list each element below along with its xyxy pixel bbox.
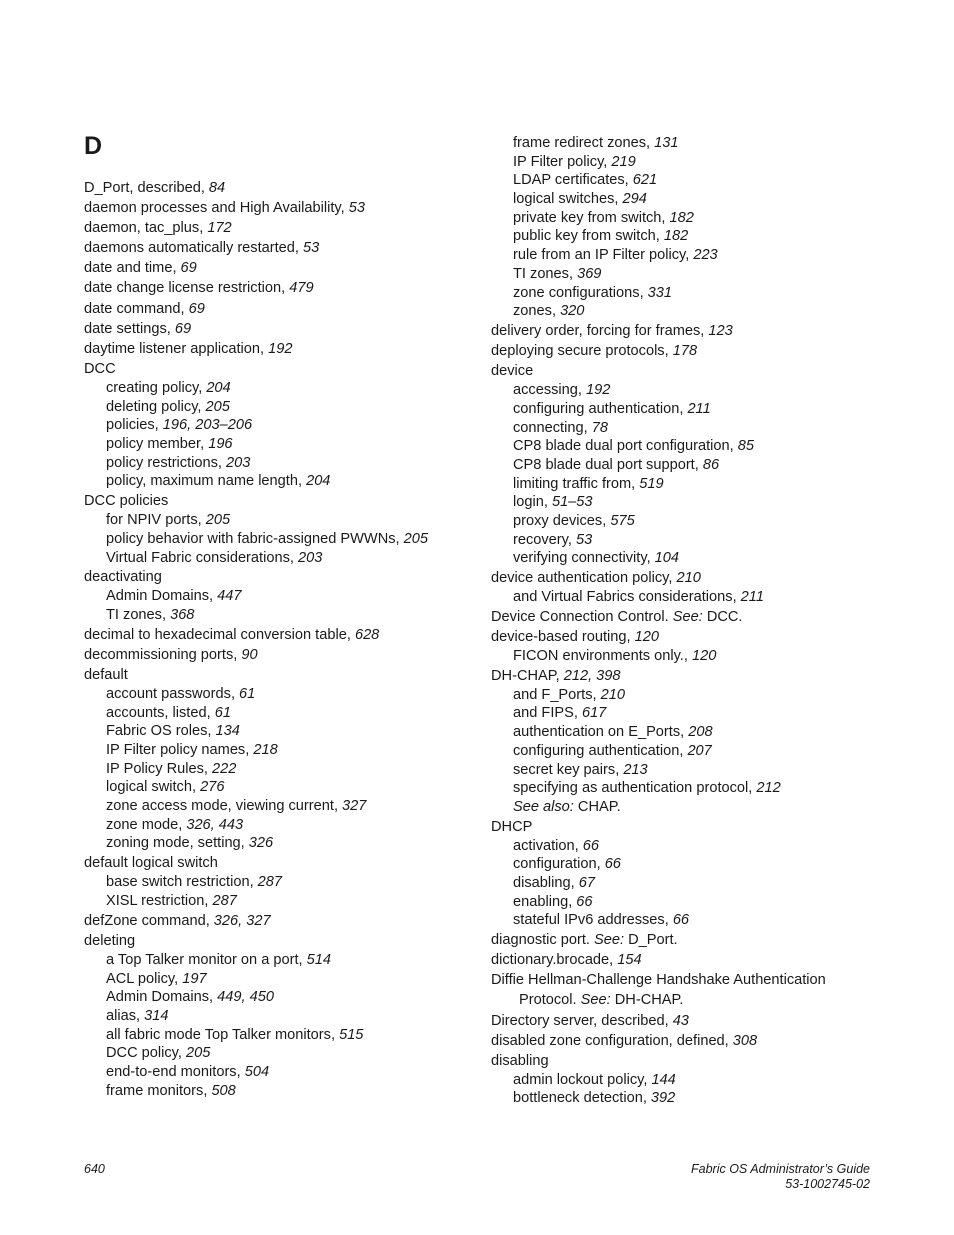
index-entry: D_Port, described, 84 [84,180,226,196]
entry-term: policies [106,417,155,434]
entry-term: Virtual Fabric considerations [106,549,290,566]
index-subentry: base switch restriction, 287 [106,874,283,891]
entry-term: dictionary.brocade [491,952,610,969]
page-reference[interactable]: 368 [170,607,195,623]
index-subentry: configuring authentication, 207 [513,742,712,759]
page-reference[interactable]: 575 [610,512,635,529]
index-entry [84,491,484,511]
entry-term: for NPIV ports [106,512,198,529]
page-reference[interactable]: 205 [205,398,230,415]
index-subentry: public key from switch, 182 [513,228,689,245]
page-reference[interactable]: 210 [676,570,701,587]
see-reference[interactable]: CHAP. [577,798,621,815]
index-subentry: login, 51–53 [513,494,593,511]
page-reference[interactable]: 51–53 [551,494,593,511]
entry-term: proxy devices [513,512,603,529]
entry-term: XISL restriction [106,892,205,909]
page-reference[interactable]: 120 [691,648,717,664]
entry-term: daytime listener application [84,340,261,357]
entry-term: TI zones [106,607,162,623]
entry-term: date settings [84,320,167,337]
entry-term: Device Connection Control. [491,608,669,625]
index-entry [84,853,484,873]
entry-term: creating policy [106,379,199,396]
page-reference[interactable]: 617 [581,705,607,722]
see-label: See: [594,932,625,949]
page-reference[interactable]: 326, 327 [213,912,271,929]
index-column-left [84,178,484,1100]
page-reference[interactable]: 192 [586,382,611,399]
index-subentry: disabling, 67 [513,875,595,892]
page-reference[interactable]: 204 [206,379,231,396]
entry-term: configuration [513,856,597,873]
index-subentry: Virtual Fabric considerations, 203 [106,549,323,566]
page-reference[interactable]: 67 [578,875,595,892]
page-reference[interactable]: 204 [306,473,331,490]
index-subentry: FICON environments only., 120 [513,648,717,664]
index-subentry: CP8 blade dual port configuration, 85 [513,438,754,455]
page-reference[interactable]: 326, 443 [186,816,244,833]
index-subentry: policy behavior with fabric-assigned PWWNs, 205 [106,530,429,547]
page-reference[interactable]: 196, 203–206 [162,417,253,434]
entry-term: daemon, tac_plus [84,220,200,237]
index-subentry: Admin Domains, 447 [106,588,242,605]
entry-term: device authentication policy [491,570,669,587]
index-subentry: zone access mode, viewing current, 327 [106,798,367,815]
page-reference[interactable]: 212, 398 [563,667,621,684]
index-subentry: policies, 196, 203–206 [106,417,253,434]
page-reference[interactable]: 515 [339,1026,364,1043]
index-subentry: creating policy, 204 [106,379,231,396]
entry-term: TI zones [513,265,569,282]
index-subentry: LDAP certificates, 621 [513,172,658,189]
entry-term: Fabric OS roles [106,723,208,740]
index-subentry: logical switches, 294 [513,191,647,208]
entry-term: LDAP certificates [513,172,625,189]
page-reference[interactable]: 53 [348,200,365,217]
page-reference[interactable]: 203 [297,549,323,566]
entry-term: verifying connectivity [513,550,647,567]
entry-term: device [491,363,534,380]
entry-term: all fabric mode Top Talker monitors [106,1026,331,1043]
index-subentry: zone mode, 326, 443 [106,816,244,833]
entry-term: Diffie Hellman-Challenge Handshake Authentication [491,972,826,989]
page-reference[interactable]: 207 [687,742,712,759]
page-reference[interactable]: 223 [693,247,718,264]
entry-term: zoning mode, setting [106,835,241,852]
page-reference[interactable]: 61 [214,704,231,721]
see-label: See: [580,992,611,1009]
page-reference[interactable]: 213 [623,761,648,778]
entry-term: connecting [513,419,584,436]
index-entry: decommissioning ports, 90 [84,646,258,663]
index-subentry: policy member, 196 [106,436,233,452]
page-reference[interactable]: 504 [244,1063,270,1080]
index-subentry: recovery, 53 [513,531,593,548]
page-reference[interactable]: 326 [248,835,274,852]
entry-term: DHCP [491,818,533,835]
page-reference[interactable]: 392 [650,1090,676,1107]
entry-term: delivery order, forcing for frames [491,322,701,339]
index-entry: decimal to hexadecimal conversion table, 628 [84,626,380,643]
index-subentry: a Top Talker monitor on a port, 514 [106,951,332,968]
index-entry: delivery order, forcing for frames, 123 [491,322,733,339]
index-subentry: policy restrictions, 203 [106,454,251,471]
index-subentry: policy, maximum name length, 204 [106,473,331,490]
page-reference[interactable]: 104 [654,550,680,567]
page-reference[interactable]: 120 [634,628,659,645]
index-entry: daemon processes and High Availability, 53 [84,200,365,217]
entry-term: IP Filter policy [513,153,604,170]
entry-term: daemon processes and High Availability [84,200,341,217]
footer-title-block [691,1162,870,1192]
index-entry: date command, 69 [84,300,205,317]
page-reference[interactable]: 197 [182,970,207,987]
index-subentry: configuration, 66 [513,856,621,873]
entry-term: defZone command [84,912,206,929]
entry-term: DCC policies [84,493,169,510]
index-subentry: all fabric mode Top Talker monitors, 515 [106,1026,364,1043]
entry-term: enabling [513,893,569,910]
index-entry: date change license restriction, 479 [84,280,314,297]
index-subentry: account passwords, 61 [106,685,256,702]
page-reference[interactable]: 131 [654,135,679,151]
page-reference[interactable]: 212 [756,780,781,797]
page-reference[interactable]: 369 [577,265,602,282]
entry-term: zone mode [106,816,179,833]
entry-term: stateful IPv6 addresses [513,912,665,929]
entry-term: Directory server, described [491,1012,665,1029]
entry-term: and F_Ports [513,686,593,703]
index-entry [491,970,891,990]
index-subentry: admin lockout policy, 144 [513,1071,676,1088]
entry-term: configuring authentication [513,742,680,759]
page-reference[interactable]: 203 [226,454,251,471]
entry-term: zones [513,303,552,320]
page-reference[interactable]: 447 [217,588,242,605]
index-entry-continuation [491,990,891,1010]
see-label: See: [672,608,703,625]
index-subentry: alias, 314 [106,1007,169,1024]
index-subentry: frame monitors, 508 [106,1082,236,1099]
page-reference[interactable]: 314 [144,1007,169,1024]
page-reference[interactable]: 196 [208,436,233,452]
page-reference[interactable]: 287 [212,892,237,909]
index-entry [84,359,484,379]
entry-term: D_Port, described [84,180,201,196]
page-reference[interactable]: 66 [582,837,599,854]
index-entry: daemon, tac_plus, 172 [84,220,232,237]
index-subentry: enabling, 66 [513,893,593,910]
entry-term: default logical switch [84,855,218,872]
index-entry: date settings, 69 [84,320,192,337]
entry-term: policy member [106,436,201,452]
page-reference[interactable]: 53 [576,531,593,548]
index-subentry: zones, 320 [513,303,585,320]
see-label: See also: [513,798,574,815]
page-reference[interactable]: 276 [200,779,225,796]
index-entry: daytime listener application, 192 [84,340,293,357]
index-subentry: authentication on E_Ports, 208 [513,724,713,741]
entry-term: specifying as authentication protocol [513,780,749,797]
entry-term: disabled zone configuration, defined [491,1032,725,1049]
entry-term: policy, maximum name length [106,473,298,490]
entry-term: disabling [491,1052,549,1069]
index-subentry: verifying connectivity, 104 [513,550,680,567]
entry-term: secret key pairs [513,761,616,778]
page-reference[interactable]: 90 [241,646,258,663]
page-reference[interactable]: 43 [672,1012,689,1029]
entry-term: default [84,666,128,683]
entry-term: account passwords [106,685,231,702]
index-entry [491,817,891,837]
page-reference[interactable]: 628 [354,626,380,643]
index-subentry: connecting, 78 [513,419,608,436]
index-subentry: and Virtual Fabrics considerations, 211 [513,589,764,606]
page-reference[interactable]: 69 [188,300,205,317]
page-reference[interactable]: 222 [211,760,237,777]
page-reference[interactable]: 208 [688,724,713,741]
page-reference[interactable]: 218 [253,742,278,759]
entry-term: diagnostic port. [491,932,590,949]
entry-term: a Top Talker monitor on a port [106,951,299,968]
entry-term: deactivating [84,569,162,586]
section-letter: D [84,132,103,160]
page-reference[interactable]: 85 [737,438,754,455]
entry-term: ACL policy [106,970,175,987]
page-reference[interactable]: 69 [180,260,197,277]
entry-term: DCC [84,360,116,377]
entry-term: date command [84,300,181,317]
index-subentry: limiting traffic from, 519 [513,475,664,492]
page-reference[interactable]: 154 [617,952,642,969]
entry-term: date change license restriction [84,280,282,297]
index-column-right [491,134,891,1108]
index-entry [84,665,484,685]
index-entry: device-based routing, 120 [491,628,659,645]
index-subentry: zone configurations, 331 [513,284,673,301]
see-reference[interactable]: D_Port. [628,932,678,949]
page-reference[interactable]: 178 [672,342,698,359]
entry-term: Admin Domains [106,989,210,1006]
page-reference[interactable]: 182 [663,228,689,245]
entry-term: Admin Domains [106,588,210,605]
page-reference[interactable]: 144 [651,1071,676,1088]
entry-term: frame redirect zones [513,135,647,151]
index-entry: deploying secure protocols, 178 [491,342,698,359]
entry-term: authentication on E_Ports [513,724,681,741]
index-subentry: IP Filter policy names, 218 [106,742,278,759]
page-reference[interactable]: 182 [669,209,694,226]
index-subentry: IP Filter policy, 219 [513,153,636,170]
page-reference[interactable]: 219 [611,153,636,170]
entry-term: policy behavior with fabric-assigned PWWNs [106,530,396,547]
index-entry [491,607,891,627]
index-subentry: deleting policy, 205 [106,398,230,415]
page-reference[interactable]: 78 [591,419,608,436]
index-entry: device authentication policy, 210 [491,570,701,587]
entry-term: decommissioning ports [84,646,234,663]
index-subentry: and F_Ports, 210 [513,686,625,703]
entry-term: base switch restriction [106,874,250,891]
index-entry [84,931,484,951]
index-entry: date and time, 69 [84,260,197,277]
page-reference[interactable]: 84 [208,180,226,196]
entry-term: deleting [84,932,136,949]
entry-term: disabling [513,875,571,892]
index-subentry: TI zones, 368 [106,607,195,623]
index-subentry: bottleneck detection, 392 [513,1090,676,1107]
footer-guide-title: Fabric OS Administrator’s Guide [691,1162,870,1176]
entry-term: CP8 blade dual port support [513,456,695,473]
entry-term: frame monitors [106,1082,204,1099]
index-entry: defZone command, 326, 327 [84,912,271,929]
index-subentry: end-to-end monitors, 504 [106,1063,270,1080]
page-reference[interactable]: 479 [289,280,314,297]
index-entry [84,567,484,587]
index-subentry: stateful IPv6 addresses, 66 [513,912,690,929]
index-subentry: zoning mode, setting, 326 [106,835,274,852]
index-entry: disabled zone configuration, defined, 308 [491,1032,758,1049]
page-reference[interactable]: 210 [600,686,625,703]
index-entry: dictionary.brocade, 154 [491,952,642,969]
page-reference[interactable]: 508 [211,1082,236,1099]
entry-term: IP Policy Rules [106,760,204,777]
entry-term: bottleneck detection [513,1090,643,1107]
entry-term: rule from an IP Filter policy [513,247,686,264]
entry-term: accessing [513,382,578,399]
page-reference[interactable]: 123 [708,322,733,339]
index-subentry: and FIPS, 617 [513,705,607,722]
page-reference[interactable]: 327 [342,798,367,815]
index-subentry: activation, 66 [513,837,599,854]
index-subentry: for NPIV ports, 205 [106,512,231,529]
entry-term: login [513,494,544,511]
entry-term: CP8 blade dual port configuration [513,438,730,455]
page-reference[interactable]: 53 [303,240,320,257]
entry-term: deleting policy [106,398,198,415]
entry-term: zone configurations [513,284,640,301]
see-reference[interactable]: DCC. [706,608,743,625]
page-reference[interactable]: 211 [687,400,711,417]
footer-page-number: 640 [84,1162,105,1176]
index-subentry: XISL restriction, 287 [106,892,237,909]
entry-term: daemons automatically restarted [84,240,295,257]
index-subentry: ACL policy, 197 [106,970,207,987]
page-reference[interactable]: 86 [702,456,720,473]
entry-term: limiting traffic from [513,475,632,492]
page-reference[interactable]: 61 [239,685,256,702]
page-reference[interactable]: 205 [186,1045,211,1062]
page-reference[interactable]: 205 [205,512,231,529]
entry-term: admin lockout policy [513,1071,644,1088]
page-reference[interactable]: 514 [306,951,332,968]
page-reference[interactable]: 211 [740,589,764,606]
page-reference[interactable]: 66 [672,912,690,929]
entry-term: and Virtual Fabrics considerations [513,589,733,606]
index-subentry: private key from switch, 182 [513,209,694,226]
index-subentry: frame redirect zones, 131 [513,135,679,151]
page-reference[interactable]: 192 [268,340,293,357]
index-subentry: TI zones, 369 [513,265,602,282]
page-reference[interactable]: 320 [560,303,585,320]
index-subentry: rule from an IP Filter policy, 223 [513,247,718,264]
index-subentry: specifying as authentication protocol, 212 [513,780,781,797]
page-reference[interactable]: 66 [576,893,593,910]
page-reference[interactable]: 69 [174,320,192,337]
page-reference[interactable]: 331 [647,284,673,301]
index-subentry: logical switch, 276 [106,779,225,796]
index-subentry: IP Policy Rules, 222 [106,760,237,777]
page-reference[interactable]: 287 [257,874,283,891]
entry-term: DH-CHAP [491,667,556,684]
entry-term: logical switches [513,191,615,208]
index-entry: DH-CHAP, 212, 398 [491,667,621,684]
index-entry [491,361,891,381]
index-subentry: Fabric OS roles, 134 [106,723,240,740]
entry-term: Protocol. [519,992,577,1009]
index-entry: Directory server, described, 43 [491,1012,689,1029]
index-subentry: CP8 blade dual port support, 86 [513,456,720,473]
entry-term: configuring authentication [513,400,680,417]
entry-term: deploying secure protocols [491,342,665,359]
page-reference[interactable]: 294 [622,191,647,208]
index-subentry: accounts, listed, 61 [106,704,231,721]
page-reference[interactable]: 205 [403,530,429,547]
index-subentry: accessing, 192 [513,382,611,399]
index-subentry [491,798,891,817]
entry-term: FICON environments only. [513,648,684,664]
index-subentry: secret key pairs, 213 [513,761,648,778]
page-reference[interactable]: 134 [215,723,240,740]
entry-term: activation [513,837,575,854]
index-subentry: proxy devices, 575 [513,512,635,529]
entry-term: accounts, listed [106,704,207,721]
index-entry [491,1051,891,1071]
entry-term: device-based routing [491,628,627,645]
entry-term: and FIPS [513,705,574,722]
entry-term: zone access mode, viewing current [106,798,334,815]
page-reference[interactable]: 519 [639,475,664,492]
entry-term: DCC policy [106,1045,178,1062]
page-reference[interactable]: 621 [632,172,658,189]
entry-term: public key from switch [513,228,656,245]
entry-term: date and time [84,260,173,277]
page-reference[interactable]: 172 [207,220,232,237]
page-reference[interactable]: 308 [732,1032,758,1049]
index-subentry: Admin Domains, 449, 450 [106,989,274,1006]
entry-term: recovery [513,531,568,548]
entry-term: IP Filter policy names [106,742,246,759]
footer-doc-number: 53-1002745-02 [785,1177,870,1191]
see-reference[interactable]: DH-CHAP. [614,992,684,1009]
index-subentry: configuring authentication, 211 [513,400,711,417]
index-entry [491,930,891,950]
entry-term: private key from switch [513,209,662,226]
page-reference[interactable]: 66 [604,856,621,873]
entry-term: policy restrictions [106,454,218,471]
entry-term: decimal to hexadecimal conversion table [84,626,347,643]
entry-term: end-to-end monitors [106,1063,237,1080]
page-reference[interactable]: 449, 450 [217,989,274,1006]
entry-term: logical switch [106,779,192,796]
index-entry: daemons automatically restarted, 53 [84,240,320,257]
entry-term: alias [106,1007,137,1024]
index-subentry: DCC policy, 205 [106,1045,211,1062]
